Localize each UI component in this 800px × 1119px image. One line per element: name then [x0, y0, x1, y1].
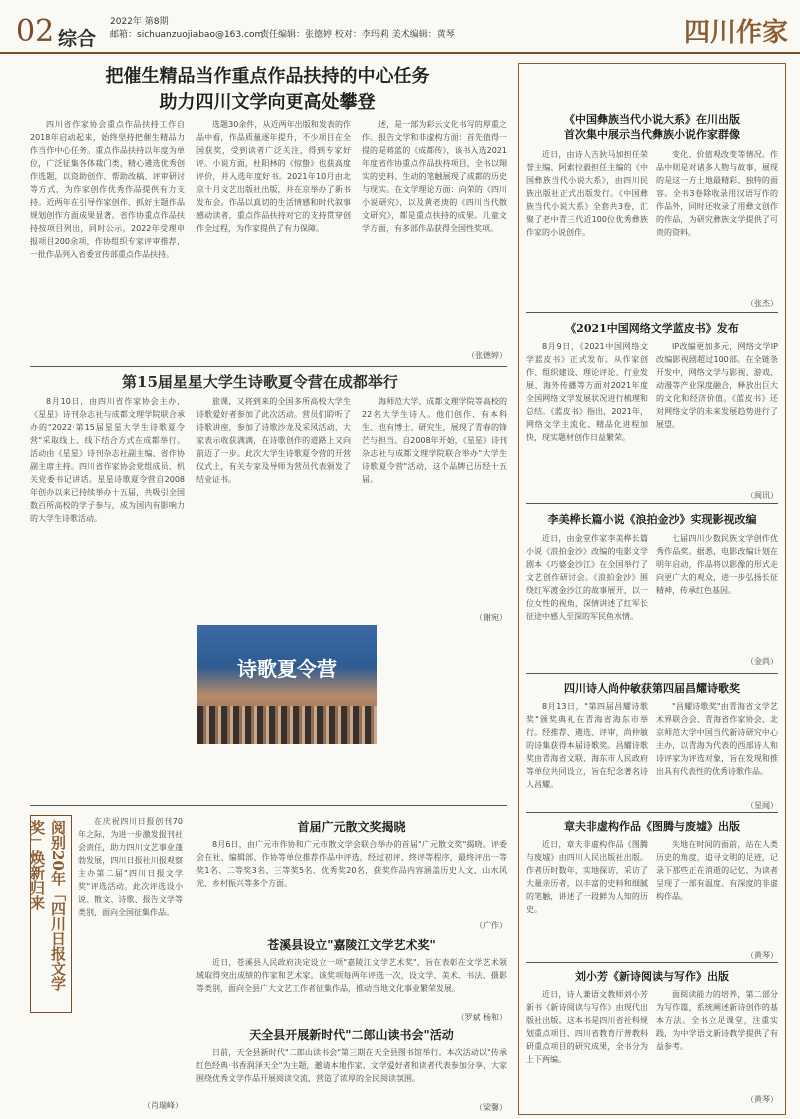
email-line: 邮箱：sichuanzuojiabao@163.com	[110, 30, 264, 40]
new-poetry-column-1	[526, 988, 648, 1104]
poetry-column-2	[196, 395, 351, 617]
cangxi-text: 近日，苍溪县人民政府决定设立一项"嘉陵江文学艺术奖"，旨在表彰在文学艺术领域取得突出成绩的作家和艺术家。该奖项每两年评选一次，设文学、美术、书法、摄影等类别，面向全县广大文艺工作者征集作品，推动当地文化事业繁荣发展。	[196, 958, 507, 993]
poetry-award-headline: 四川诗人尚仲敏获第四届昌耀诗歌奖	[564, 682, 740, 695]
lead-text-3: 述，是一部为彩云文化书写的厚重之作。报告文学和非虚构方面：首先值得一提的是蒋蓝的《成都传》，该书入选2021年度省作协重点作品扶持项目，全书以翔实的史料、生动的笔触展现了成都的历史与现实。在文学理论方面：向荣的《四川小说研究》，以及黄老庚的《四川当代散文研究》，都是重点扶持的成果。儿童文学方面，有多部作品获得全国性奖项。	[362, 120, 507, 233]
masthead-logo: 四川作家	[683, 18, 788, 48]
new-poetry-text-2: 面阅读能力的培养，第二部分为写作篇，系统阐述新诗创作的基本方法。全书立足课堂，注重实践，为中学语文新诗教学提供了有益参考。	[656, 990, 778, 1051]
new-poetry-column-2	[656, 988, 778, 1092]
yi-novel-column-2	[656, 148, 778, 296]
yi-novel-title-1: 《中国彝族当代小说大系》在川出版	[564, 113, 740, 126]
cangxi-body	[196, 956, 507, 1012]
nonfiction-column-2	[656, 838, 778, 946]
poetry-column-3	[362, 395, 507, 617]
poetry-camp-headline: 第15届星星大学生诗歌夏令营在成都举行	[122, 373, 398, 391]
poetry-text-2: 旅课，又将到来的全国多所高校大学生诗歌爱好者参加了此次活动。营员们聆听了诗歌讲座，参加了诗歌沙龙及采风活动，大家表示收获满满，在诗歌创作的道路上又向前迈了一步。此次大学生诗歌夏令营的开营仪式上，有关专家及导师为营员代表颁发了结业证书。	[196, 397, 351, 484]
poetry-award-byline: （星闻）	[746, 801, 778, 810]
film-adapt-headline: 李美桦长篇小说《浪拍金沙》实现影视改编	[547, 513, 757, 526]
photo-banner-text: 诗歌夏令营	[237, 657, 337, 681]
yi-novel-title-2: 首次集中展示当代彝族小说作家群像	[564, 128, 740, 141]
guangyuan-byline: （广作）	[475, 921, 507, 930]
editor-line: 责任编辑：张德婷 校对：李玛莉 美术编辑：黄琴	[260, 30, 455, 40]
guangyuan-text: 8月6日，由广元市作协和广元市散文学会联合举办的首届"广元散文奖"揭晓。评委会在社、编辑部、作协等单位推荐作品中评选，经过初评、终评等程序，最终评出一等奖1名、二等奖3名、三等奖5名、优秀奖20名，获奖作品内容涵盖历史人文、山水风光、乡村振兴等多个方面。	[196, 840, 507, 888]
web-lit-column-1	[526, 340, 648, 488]
issue-meta	[110, 16, 455, 42]
nonfiction-text-2: 失地在时间的面前，站在人类历史的角度，追寻文明的足迹，记录下那些正在消逝的记忆，为读者呈现了一部有温度、有深度的非虚构作品。	[656, 840, 778, 901]
lead-headline	[30, 64, 505, 116]
lead-byline: （张德婷）	[467, 351, 507, 360]
sidebar-byline: （肖瑞峰）	[143, 1101, 183, 1110]
divider	[526, 673, 778, 674]
photo-audience	[197, 706, 377, 744]
divider	[30, 366, 507, 367]
nonfiction-byline: （黄琴）	[746, 951, 778, 960]
yi-novel-text-2: 变化、价值观改变等情况。作品中则是对诸多人物与故事，展现的是这一方土地最精彩、独特的面容。全书3卷除收录用汉语写作的作品外，同时还收录了用彝文创作的作品，为研究彝族文学提供了可贵的资料。	[656, 150, 778, 237]
issue-line: 2022年 第8期	[110, 17, 169, 27]
divider	[526, 503, 778, 504]
poetry-award-text-2: "昌耀诗歌奖"由青海省文学艺术界联合会、青海省作家协会、北京师范大学中国当代新诗研究中心主办，以青海为代表的西部诗人和诗评家为评选对象，旨在发现和推出具有代表性的优秀诗歌作品。	[656, 702, 778, 776]
web-lit-column-2	[656, 340, 778, 488]
poetry-award-text-1: 8月13日，"第四届昌耀诗歌奖"颁奖典礼在青海省海东市举行。经推荐、遴选、评审，尚仲敏的诗集获得本届诗歌奖。昌耀诗歌奖由青海省文联、海东市人民政府等单位共同设立，旨在纪念著名诗人昌耀。	[526, 702, 648, 789]
page-number: 02	[16, 14, 55, 49]
yi-novel-text-1: 近日，由诗人吉狄马加担任荣誉主编、阿索拉毅担任主编的《中国彝族当代小说大系》，由四川民族出版社正式出版发行。《中国彝族当代小说大系》全套共3卷，汇聚了老中青三代近100位优秀彝族作家的小说创作。	[526, 150, 648, 237]
web-lit-headline: 《2021中国网络文学蓝皮书》发布	[565, 322, 739, 335]
tianquan-body	[196, 1046, 507, 1102]
tianquan-text: 日前，天全县新时代"二郎山读书会"第三期在天全县图书馆举行。本次活动以"传承红色经典·书香润泽天全"为主题，邀请本地作家、文学爱好者和读者代表参加分享，大家围绕优秀文学作品开展阅读交流，营造了浓厚的全民阅读氛围。	[196, 1048, 507, 1083]
film-adapt-byline: （金尚）	[746, 657, 778, 666]
lead-column-1	[30, 118, 185, 363]
lead-text-2: 选题30余件，从近两年出版和发表的作品中看，作品质量逐年提升，不少项目在全国获奖，受到读者广泛关注，得到专家好评。小说方面，杜阳林的《惊蛰》也获高度评价，并入选年度好书。2021年10月由北京十月文艺出版社出版，并在京举办了新书发布会。作品以真切的生活情感和时代叙事感动读者，重点作品扶持对它的支持贯穿创作全过程，为作家提供了有力保障。	[196, 120, 351, 233]
yi-novel-headline	[526, 112, 778, 142]
sidebar-title: 阅别20年「四川日报文学奖」焕新归来	[28, 820, 67, 991]
lead-column-2	[196, 118, 351, 363]
poetry-text-3: 海师范大学、成都文理学院等高校的22名大学生诗人。他们创作、有本科生、也有博士、研究生，展现了青春的锋芒与担当。自2008年开始，《星星》诗刊杂志社与成都文理学院联合举办"大学生诗歌夏令营"活动，这个品牌已历经十五届。	[362, 397, 507, 484]
yi-novel-column-1	[526, 148, 648, 296]
headline-line2: 助力四川文学向更高处攀登	[159, 92, 376, 113]
cangxi-byline: （罗斌 杨和）	[456, 1013, 507, 1022]
nonfiction-headline: 章夫非虚构作品《图腾与废墟》出版	[564, 820, 740, 833]
nonfiction-column-1	[526, 838, 648, 958]
poetry-award-column-1	[526, 700, 648, 810]
film-adapt-text-1: 近日，由金堂作家李美桦长篇小说《浪拍金沙》改编的电影文学剧本《巧婆金沙江》在全国举行了文艺创作研讨会。《浪拍金沙》围绕红军渡金沙江的故事展开，以一位女性的视角，深情讲述了红军长征途中感人至深的军民鱼水情。	[526, 534, 648, 621]
lead-text-1: 四川省作家协会重点作品扶持工作自2018年启动起来，始终坚持把催生精品力作当作中心任务。重点作品扶持以年度为单位，广泛征集各体裁门类，精心遴选优秀创作选题，以资助创作、帮助改稿、评审研讨等方式，为作家创作优秀作品提供有力支持。近两年在引导作家创作、抓好主题作品规划创作方面成果显著。省作协重点作品扶持按项目列出，同时公示，2022年受理申报项目200余项，作协组织专家评审推荐，一批作品列入省委宣传部重点作品扶持。	[30, 120, 185, 259]
new-poetry-headline: 刘小芳《新诗阅读与写作》出版	[575, 970, 729, 983]
guangyuan-headline: 首届广元散文奖揭晓	[297, 820, 406, 834]
tianquan-byline: （梁馨）	[475, 1103, 507, 1112]
divider	[526, 312, 778, 313]
film-adapt-column-2	[656, 532, 778, 652]
poetry-byline: （谢宛）	[475, 613, 507, 622]
web-lit-text-1: 8月9日，《2021中国网络文学蓝皮书》正式发布。从作家创作、组织建设、理论评论、行业发展、海外传播等方面对2021年度全国网络文学发展状况进行梳理和总结。《蓝皮书》指出，2021年，网络文学主流化、精品化进程加快，现实题材创作日益繁荣。	[526, 342, 648, 442]
yi-novel-byline: （张杰）	[746, 299, 778, 308]
nonfiction-text-1: 近日，章夫非虚构作品《图腾与废墟》由四川人民出版社出版。作者历时数年，实地探访，采访了大量亲历者，以丰富的史料和细腻的笔触，讲述了一段鲜为人知的历史。	[526, 840, 648, 914]
poetry-award-column-2	[656, 700, 778, 798]
divider	[30, 805, 507, 806]
event-photo	[197, 625, 377, 744]
cangxi-headline: 苍溪县设立"嘉陵江文学艺术奖"	[267, 938, 436, 952]
web-lit-byline: （闽讯）	[746, 491, 778, 500]
guangyuan-body	[196, 838, 507, 920]
tianquan-headline: 天全县开展新时代"二郎山读书会"活动	[249, 1028, 454, 1042]
sidebar-text: 在庆祝四川日报创刊70年之际，为进一步激发报刊社会责任，助力四川文艺事业蓬勃发展，四川日报社川报观察主办第二届"四川日报文学奖"评选活动。此次评选设小说、散文、诗歌、报告文学等类别，面向全国征集作品。	[78, 817, 183, 917]
sidebar-title-box	[30, 815, 72, 1013]
poetry-text-1: 8月10日，由四川省作家协会主办，《星星》诗刊杂志社与成都文理学院联合承办的"2022·第15届星星大学生诗歌夏令营"采取线上、线下结合方式在成都举行。活动由《星星》诗刊杂志社副主编、省作协副主席主持。四川省作家协会党组成员、机关党委书记讲话。星星诗歌夏令营自2008年创办以来已持续举办十五届，共吸引全国数百所高校的学子参与，成为国内有影响力的大学生诗歌活动。	[30, 397, 185, 523]
section-label: 综合	[58, 28, 97, 50]
film-adapt-column-1	[526, 532, 648, 668]
headline-line1: 把催生精品当作重点作品扶持的中心任务	[105, 66, 430, 87]
lead-column-3	[362, 118, 507, 350]
new-poetry-byline: （黄琴）	[746, 1095, 778, 1104]
poetry-column-1	[30, 395, 185, 803]
new-poetry-text-1: 近日，诗人兼语文教师刘小芳新书《新诗阅读与写作》由现代出版社出版。这本书是四川省社科规划重点项目、四川省教育厅普教科研重点项目的研究成果，全书分为上下两编。	[526, 990, 648, 1064]
sidebar-column	[78, 815, 183, 1095]
film-adapt-text-2: 七届四川少数民族文学创作优秀作品奖。据悉，电影改编计划在明年启动，作品将以影像的形式走向更广大的观众，进一步弘扬长征精神，传承红色基因。	[656, 534, 778, 595]
web-lit-text-2: IP改编更加多元，网络文学IP改编影视剧超过100部。在全链条开发中，网络文学与影视、游戏、动漫等产业深度融合，释放出巨大的文化和经济价值。《蓝皮书》还对网络文学的未来发展趋势进行了展望。	[656, 342, 778, 429]
divider	[526, 812, 778, 813]
page-header	[0, 0, 800, 54]
divider	[526, 962, 778, 963]
